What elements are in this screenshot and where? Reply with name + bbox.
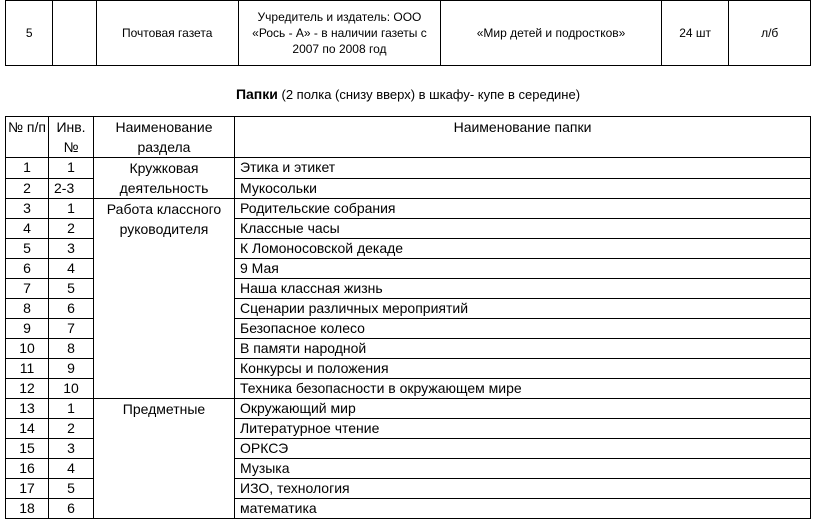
row-num: 3 xyxy=(6,199,49,219)
row-num: 2 xyxy=(6,178,49,199)
row-name: ОРКСЭ xyxy=(235,439,811,459)
table-row xyxy=(6,199,811,219)
row-inv: 9 xyxy=(49,359,94,379)
section-cell: Предметные xyxy=(94,399,235,519)
row-inv: 5 xyxy=(49,479,94,499)
table-row xyxy=(6,1,811,66)
row-name: В памяти народной xyxy=(235,339,811,359)
row-name: Музыка xyxy=(235,459,811,479)
row-inv: 6 xyxy=(49,299,94,319)
row-num: 1 xyxy=(6,158,49,179)
row-num: 15 xyxy=(6,439,49,459)
row-inv: 4 xyxy=(49,259,94,279)
row-name: К Ломоносовской декаде xyxy=(235,239,811,259)
section-cell: Работа классного руководителя xyxy=(94,199,235,399)
top-note: л/б xyxy=(729,1,811,66)
row-inv: 6 xyxy=(49,499,94,519)
row-num: 8 xyxy=(6,299,49,319)
row-inv: 2 xyxy=(49,419,94,439)
row-inv: 7 xyxy=(49,319,94,339)
row-num: 5 xyxy=(6,239,49,259)
row-name: Литературное чтение xyxy=(235,419,811,439)
row-name: Сценарии различных мероприятий xyxy=(235,299,811,319)
row-name: математика xyxy=(235,499,811,519)
row-inv: 4 xyxy=(49,459,94,479)
row-name: Этика и этикет xyxy=(235,158,811,179)
row-num: 17 xyxy=(6,479,49,499)
top-subject: «Мир детей и подростков» xyxy=(441,1,662,66)
row-num: 11 xyxy=(6,359,49,379)
top-count: 24 шт xyxy=(661,1,729,66)
row-inv: 8 xyxy=(49,339,94,359)
row-num: 7 xyxy=(6,279,49,299)
row-name: Классные часы xyxy=(235,219,811,239)
row-inv: 3 xyxy=(49,239,94,259)
header-row xyxy=(6,117,811,158)
row-name: ИЗО, технология xyxy=(235,479,811,499)
row-name: Техника безопасности в окружающем мире xyxy=(235,379,811,399)
section-cell: Кружковая деятельность xyxy=(94,158,235,199)
row-inv: 1 xyxy=(49,199,94,219)
top-publisher: Учредитель и издатель: ООО «Рось - А» - в наличии газеты с 2007 по 2008 год xyxy=(238,1,441,66)
table-row xyxy=(6,158,811,179)
row-inv: 5 xyxy=(49,279,94,299)
row-name: Окружающий мир xyxy=(235,399,811,419)
row-num: 13 xyxy=(6,399,49,419)
header-folder: Наименование папки xyxy=(235,117,811,158)
row-inv: 1 xyxy=(49,158,94,179)
row-name: Мукосольки xyxy=(235,178,811,199)
row-num: 9 xyxy=(6,319,49,339)
row-num: 4 xyxy=(6,219,49,239)
header-num: № п/п xyxy=(6,117,49,158)
row-inv: 1 xyxy=(49,399,94,419)
row-name: Наша классная жизнь xyxy=(235,279,811,299)
row-num: 10 xyxy=(6,339,49,359)
header-inv: Инв. № xyxy=(49,117,94,158)
row-num: 6 xyxy=(6,259,49,279)
row-name: 9 Мая xyxy=(235,259,811,279)
top-empty xyxy=(53,1,96,66)
top-row-table xyxy=(5,0,811,66)
row-num: 12 xyxy=(6,379,49,399)
row-inv: 3 xyxy=(49,439,94,459)
row-num: 16 xyxy=(6,459,49,479)
row-name: Безопасное колесо xyxy=(235,319,811,339)
row-name: Конкурсы и положения xyxy=(235,359,811,379)
heading-bold: Папки xyxy=(235,86,278,102)
heading-rest: (2 полка (снизу вверх) в шкафу- купе в середине) xyxy=(277,87,581,102)
row-num: 14 xyxy=(6,419,49,439)
top-title: Почтовая газета xyxy=(96,1,238,66)
section-heading xyxy=(0,86,816,102)
header-section: Наименование раздела xyxy=(94,117,235,158)
row-inv: 2-3 xyxy=(49,178,94,199)
table-row xyxy=(6,399,811,419)
row-num: 18 xyxy=(6,499,49,519)
top-num: 5 xyxy=(6,1,53,66)
row-inv: 10 xyxy=(49,379,94,399)
folders-table xyxy=(5,116,811,519)
row-name: Родительские собрания xyxy=(235,199,811,219)
row-inv: 2 xyxy=(49,219,94,239)
